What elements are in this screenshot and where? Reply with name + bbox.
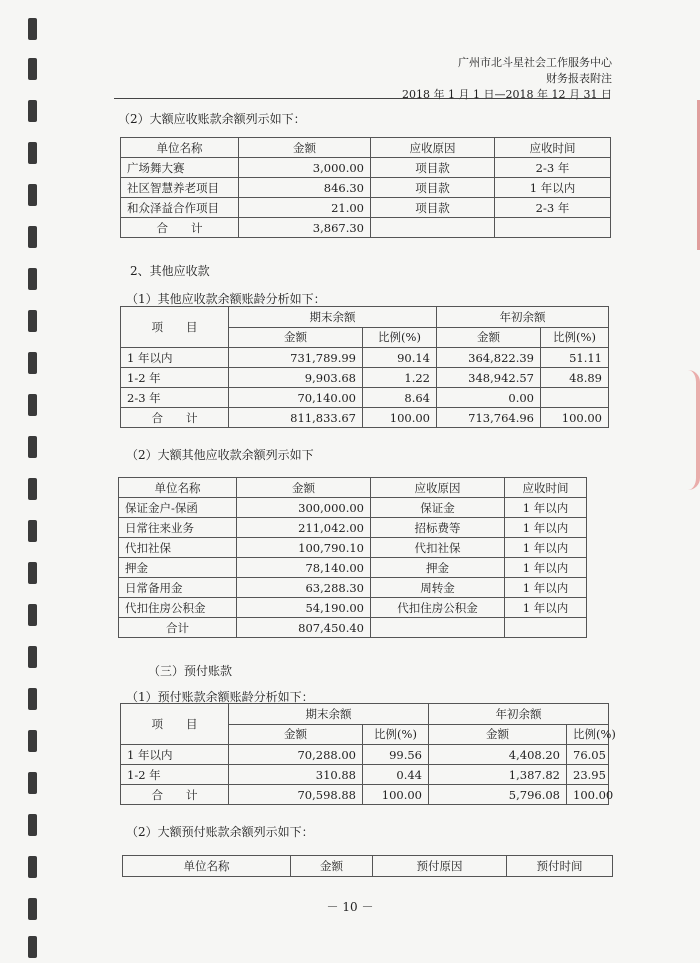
amount-cell: 211,042.00 [237,518,371,538]
time-cell: 1 年以内 [505,498,587,518]
ratio-cell: 1.22 [363,368,437,388]
total-row [121,785,609,805]
section-title: （2）大额预付账款余额列示如下： [126,825,314,839]
page-number: － 10 － [326,900,374,914]
amount-cell: 21.00 [239,198,371,218]
total-ratio: 100.00 [541,408,609,428]
total-amount: 807,450.40 [237,618,371,638]
prepayment-table [122,855,613,877]
edge-mark [691,100,700,250]
amount-cell: 70,288.00 [229,745,363,765]
name-cell: 代扣住房公积金 [119,598,237,618]
table-row [121,158,611,178]
binding-ring [28,268,37,290]
total-row [119,618,587,638]
name-cell: 代扣社保 [119,538,237,558]
name-cell: 和众泽益合作项目 [121,198,239,218]
time-cell [495,218,611,238]
total-amount: 811,833.67 [229,408,363,428]
total-amount: 5,796.08 [429,785,567,805]
binding-ring [28,352,37,374]
reason-cell: 项目款 [371,178,495,198]
total-row [121,408,609,428]
binding-ring [28,142,37,164]
header-cell: 期末余额 [229,307,437,328]
binding-ring [28,730,37,752]
binding-ring [28,100,37,122]
amount-cell: 78,140.00 [237,558,371,578]
receivables-table [120,137,611,238]
table-row [119,598,587,618]
time-cell: 2-3 年 [495,158,611,178]
header-rule [114,98,610,99]
binding-ring [28,688,37,710]
section-heading: 2、其他应收款 [130,264,210,278]
name-cell: 广场舞大赛 [121,158,239,178]
header-cell: 金额 [239,138,371,158]
total-amount: 3,867.30 [239,218,371,238]
table-row [121,388,609,408]
ratio-cell: 48.89 [541,368,609,388]
total-label: 合 计 [121,218,239,238]
header-cell: 应收原因 [371,478,505,498]
aging-table [120,306,609,428]
section-heading: （三）预付账款 [148,664,233,678]
reason-cell: 代扣住房公积金 [371,598,505,618]
table-row [121,178,611,198]
header-cell: 金额 [437,327,541,348]
binding-ring [28,520,37,542]
ratio-cell: 8.64 [363,388,437,408]
total-amount: 713,764.96 [437,408,541,428]
total-ratio: 100.00 [567,785,609,805]
total-ratio: 100.00 [363,408,437,428]
table-row [121,198,611,218]
total-amount: 70,598.88 [229,785,363,805]
header-cell: 应收时间 [505,478,587,498]
ratio-cell: 0.44 [363,765,429,785]
header-cell: 金额 [229,724,363,745]
header-cell: 比例(%) [567,724,609,745]
section-title: （1）其他应收款余额账龄分析如下： [126,292,326,306]
reason-cell: 押金 [371,558,505,578]
header-cell: 年初余额 [437,307,609,328]
table-row [119,538,587,558]
ratio-cell [541,388,609,408]
binding-ring [28,562,37,584]
amount-cell: 846.30 [239,178,371,198]
time-cell: 1 年以内 [505,578,587,598]
amount-cell: 54,190.00 [237,598,371,618]
table-row [121,745,609,765]
amount-cell: 9,903.68 [229,368,363,388]
time-cell: 1 年以内 [505,598,587,618]
time-cell: 1 年以内 [505,518,587,538]
name-cell: 日常备用金 [119,578,237,598]
name-cell: 押金 [119,558,237,578]
table-row [119,498,587,518]
ratio-cell: 90.14 [363,348,437,368]
age-cell: 1 年以内 [121,348,229,368]
amount-cell: 3,000.00 [239,158,371,178]
amount-cell: 348,942.57 [437,368,541,388]
header-cell: 金额 [229,327,363,348]
header-cell: 预付原因 [373,856,507,877]
binding-ring [28,478,37,500]
table-row [121,368,609,388]
table-header-row [121,138,611,158]
header-cell: 比例(%) [541,327,609,348]
table-row [121,348,609,368]
total-label: 合 计 [121,785,229,805]
reason-cell: 保证金 [371,498,505,518]
binding-rings [0,0,48,963]
ratio-cell: 76.05 [567,745,609,765]
amount-cell: 100,790.10 [237,538,371,558]
total-label: 合 计 [121,408,229,428]
header-cell: 单位名称 [119,478,237,498]
table-header-row [119,478,587,498]
age-cell: 1-2 年 [121,765,229,785]
reason-cell: 代扣社保 [371,538,505,558]
header-cell: 比例(%) [363,327,437,348]
header-period: 2018 年 1 月 1 日—2018 年 12 月 31 日 [402,88,612,101]
section-title: （2）大额其他应收款余额列示如下 [126,448,314,462]
header-cell: 期末余额 [229,704,429,725]
binding-ring [28,394,37,416]
age-cell: 1 年以内 [121,745,229,765]
reason-cell: 周转金 [371,578,505,598]
age-cell: 1-2 年 [121,368,229,388]
header-cell: 金额 [237,478,371,498]
time-cell: 2-3 年 [495,198,611,218]
section-title: （1）预付账款余额账龄分析如下： [126,690,314,704]
reason-cell [371,618,505,638]
name-cell: 社区智慧养老项目 [121,178,239,198]
total-row [121,218,611,238]
reason-cell [371,218,495,238]
other-receivables-table [118,477,587,638]
binding-ring [28,58,37,80]
amount-cell: 1,387.82 [429,765,567,785]
ratio-cell: 99.56 [363,745,429,765]
header-cell: 项 目 [121,704,229,745]
amount-cell: 731,789.99 [229,348,363,368]
amount-cell: 310.88 [229,765,363,785]
header-cell: 预付时间 [507,856,613,877]
amount-cell: 70,140.00 [229,388,363,408]
reason-cell: 招标费等 [371,518,505,538]
binding-ring [28,814,37,836]
header-doc: 财务报表附注 [546,72,612,85]
binding-ring [28,772,37,794]
reason-cell: 项目款 [371,158,495,178]
amount-cell: 4,408.20 [429,745,567,765]
header-cell: 金额 [291,856,373,877]
amount-cell: 63,288.30 [237,578,371,598]
header-cell: 金额 [429,724,567,745]
header-org: 广州市北斗星社会工作服务中心 [458,56,612,69]
binding-ring [28,436,37,458]
binding-ring [28,604,37,626]
time-cell: 1 年以内 [495,178,611,198]
table-header-row [121,307,609,328]
table-row [119,578,587,598]
header-cell: 年初余额 [429,704,609,725]
total-ratio: 100.00 [363,785,429,805]
time-cell: 1 年以内 [505,558,587,578]
age-cell: 2-3 年 [121,388,229,408]
binding-ring [28,310,37,332]
header-cell: 单位名称 [123,856,291,877]
section-title: （2）大额应收账款余额列示如下： [118,112,306,126]
time-cell: 1 年以内 [505,538,587,558]
reason-cell: 项目款 [371,198,495,218]
name-cell: 保证金户-保函 [119,498,237,518]
prepayment-aging-table [120,703,616,805]
time-cell [505,618,587,638]
header-cell: 单位名称 [121,138,239,158]
binding-ring [28,226,37,248]
table-row [121,765,609,785]
total-label: 合计 [119,618,237,638]
binding-ring [28,936,37,958]
amount-cell: 0.00 [437,388,541,408]
binding-ring [28,856,37,878]
header-cell: 应收时间 [495,138,611,158]
ratio-cell: 51.11 [541,348,609,368]
binding-ring [28,646,37,668]
table-header-row [123,856,613,877]
name-cell: 日常往来业务 [119,518,237,538]
binding-ring [28,18,37,40]
binding-ring [28,184,37,206]
table-header-row [121,704,609,725]
edge-mark [688,370,700,490]
header-cell: 比例(%) [363,724,429,745]
table-row [119,518,587,538]
header-cell: 应收原因 [371,138,495,158]
amount-cell: 364,822.39 [437,348,541,368]
table-row [119,558,587,578]
header-cell: 项 目 [121,307,229,348]
ratio-cell: 23.95 [567,765,609,785]
amount-cell: 300,000.00 [237,498,371,518]
